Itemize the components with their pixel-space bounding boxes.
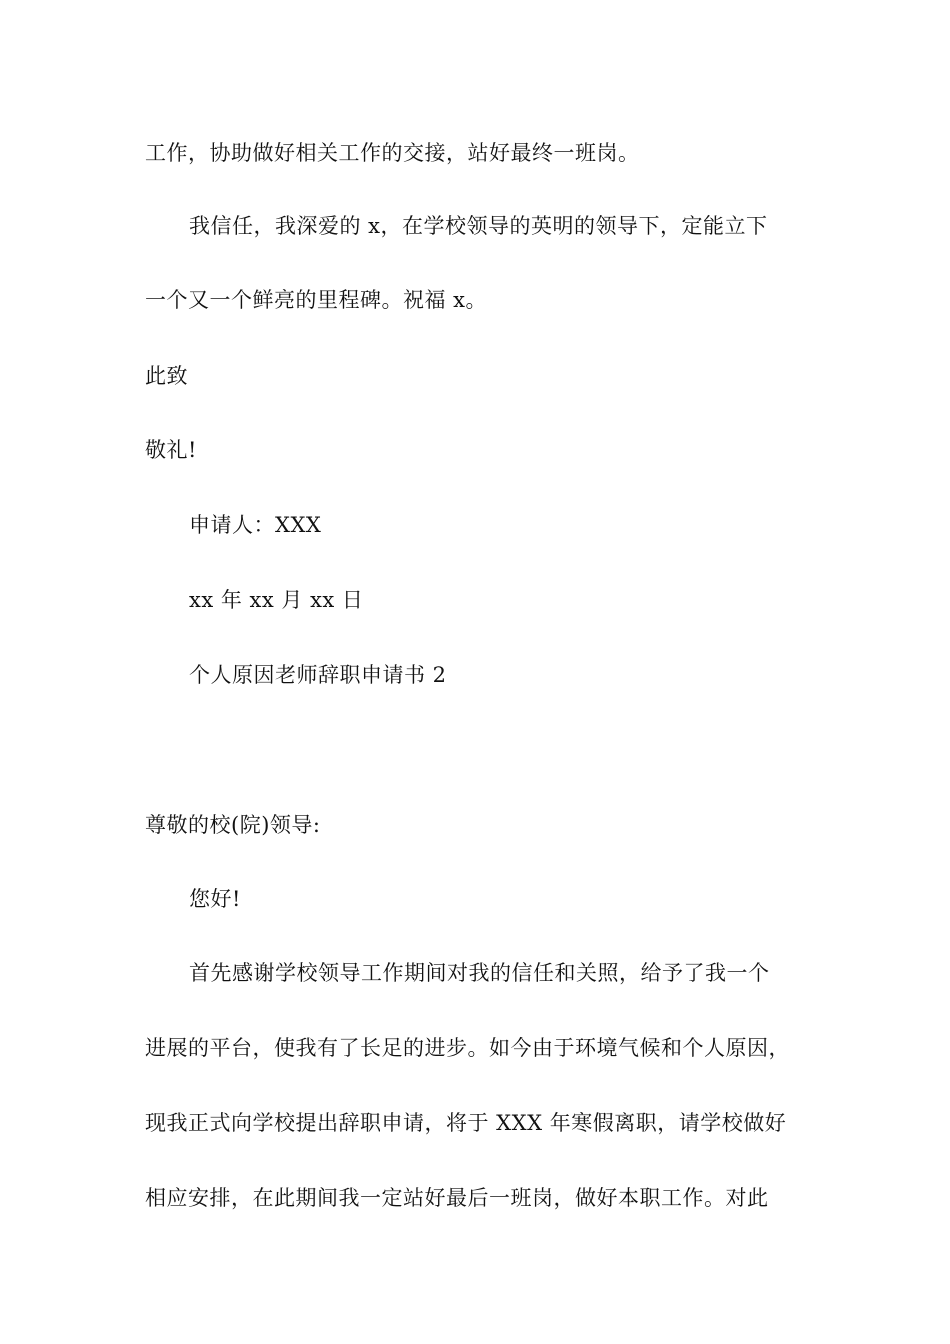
letter-greeting: 尊敬的校(院)领导: (145, 813, 321, 837)
signature-date: xx 年 xx 月 xx 日 (189, 588, 364, 612)
paragraph-line: 现我正式向学校提出辞职申请，将于 XXX 年寒假离职，请学校做好 (145, 1111, 787, 1135)
closing-salutation: 此致 (145, 364, 188, 388)
paragraph-line: 进展的平台，使我有了长足的进步。如今由于环境气候和个人原因， (145, 1036, 790, 1060)
paragraph-line: 工作，协助做好相关工作的交接，站好最终一班岗。 (145, 141, 640, 165)
letter-opening: 您好! (189, 887, 241, 911)
paragraph-line: 一个又一个鲜亮的里程碑。祝福 x。 (145, 288, 488, 312)
applicant-signature: 申请人：XXX (189, 513, 322, 537)
paragraph-line: 我信任，我深爱的 x，在学校领导的英明的领导下，定能立下 (189, 214, 768, 238)
closing-regards: 敬礼! (145, 438, 197, 462)
paragraph-line: 首先感谢学校领导工作期间对我的信任和关照，给予了我一个 (189, 961, 770, 985)
paragraph-line: 相应安排，在此期间我一定站好最后一班岗，做好本职工作。对此 (145, 1186, 769, 1210)
section-title: 个人原因老师辞职申请书 2 (189, 663, 447, 687)
